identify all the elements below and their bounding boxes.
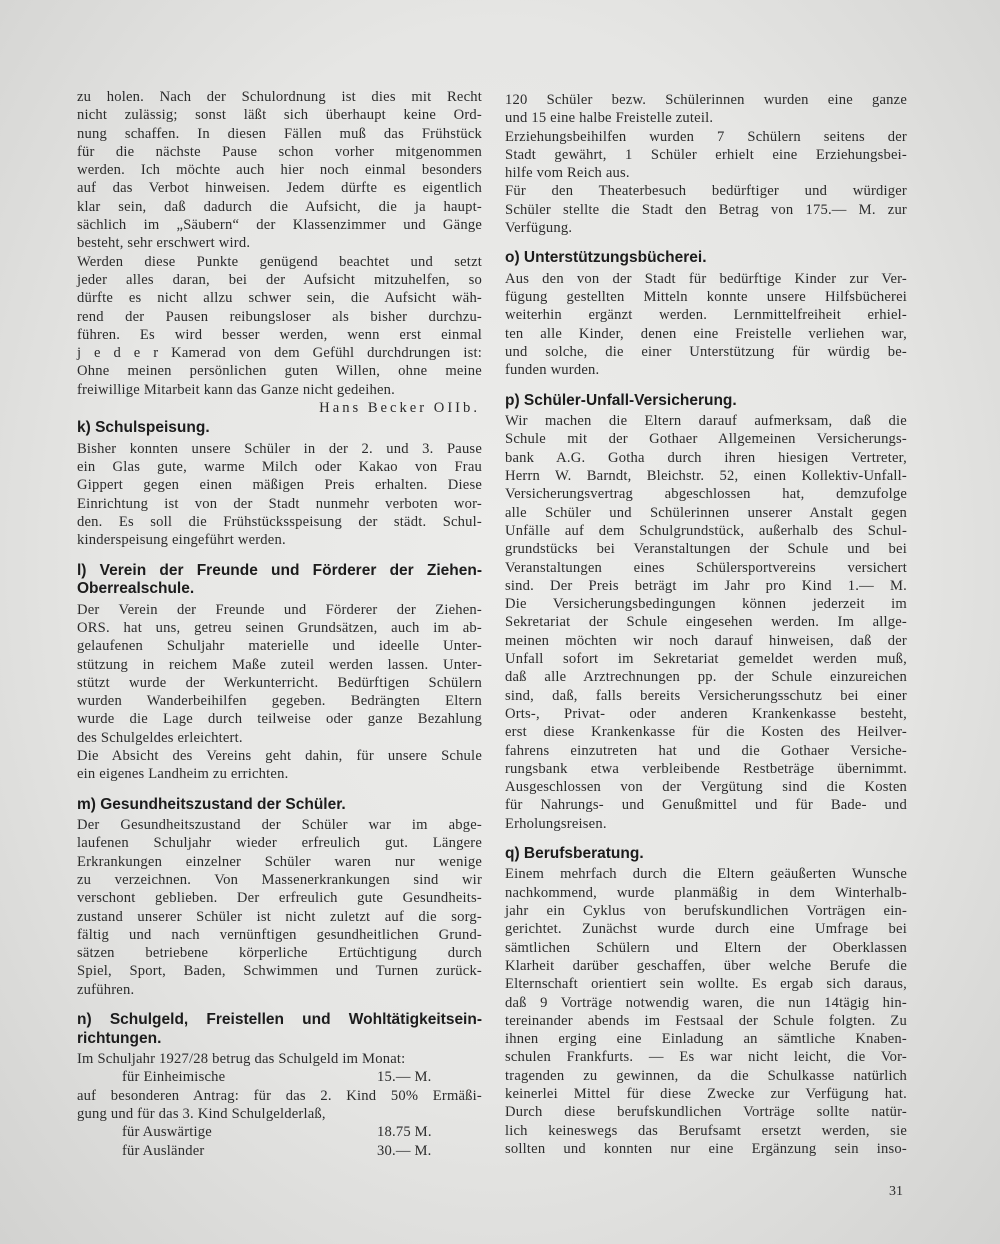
text-line: rend der Pausen reibungsloser als bisher durchzu- [77,308,482,325]
fee-label: für Einheimische [122,1069,226,1086]
text-line: Orts-, Privat- oder anderen Krankenkasse besteht, [505,705,907,722]
text-line: Einrichtung ist von der Stadt nunmehr verboten wor- [77,495,482,512]
text-line: laufenen Schuljahr wieder erfreulich gut. Längere [77,835,482,852]
heading-line: q) Berufsberatung. [505,844,644,862]
text-line: Bisher konnten unsere Schüler in der 2. und 3. Pause [77,440,482,457]
text-line: des Schulgeldes erleichtert. [77,729,243,746]
text-line: rungsbank etwa verbleibende Restbeträge übernimmt. [505,760,907,777]
text-line: Unfälle auf dem Schulgrundstück, außerhalb des Schul- [505,522,907,539]
text-line: Veranstaltungen eines Schülersportvereins versichert [505,559,907,576]
text-line: Schule mit der Gothaer Allgemeinen Versicherungs- [505,431,907,448]
text-line: fältig und nach vernünftigen gesundheitlichen Grund- [77,926,482,943]
fee-label: für Auswärtige [122,1124,212,1141]
text-line: stützung in reichem Maße zuteil werden lassen. Unter- [77,656,482,673]
text-line: Gippert gegen einen mäßigen Preis erhalten. Diese [77,477,482,494]
text-line: zu verzeichnen. Von Massenerkrankungen sind wir [77,871,482,888]
heading-line: l) Verein der Freunde und Förderer der Ziehen- [77,561,482,579]
section-heading [505,845,907,864]
text-line: kinderspeisung eingeführt werden. [77,532,286,549]
text-line: sind, daß, falls bereits Versicherungsschutz bei einer [505,687,907,704]
text-line: führen. Es wird besser werden, wenn erst einmal [77,326,482,343]
paragraph [77,747,482,784]
text-line: Für den Theaterbesuch bedürftiger und würdiger [505,183,907,200]
text-line: ihnen erging eine Einladung an sämtliche Knaben- [505,1031,907,1048]
text-line: nicht zulässig; sonst läßt sich überhaupt keine Ord- [77,107,482,124]
right-column [505,91,907,1158]
text-line: werden. Ich möchte auch hier noch einmal besonders [77,162,482,179]
section-heading [77,562,482,599]
text-line: tragenden zu gewinnen, da die Schulkasse natürlich [505,1067,907,1084]
text-line: zuführen. [77,981,135,998]
text-line: fahrens einzutreten hat und die Gothaer Versiche- [505,742,907,759]
heading-line: o) Unterstützungsbücherei. [505,249,707,267]
text-line: Im Schuljahr 1927/28 betrug das Schulgeld im Monat: [77,1051,406,1068]
text-line: verschont geblieben. Der erfreulich gute Gesundheits- [77,890,482,907]
paragraph [505,91,907,128]
text-line: grundstücks bei Veranstaltungen der Schule und bei [505,541,907,558]
heading-line: m) Gesundheitszustand der Schüler. [77,795,346,813]
paragraph [77,1050,482,1068]
text-line: Versicherungsvertrag abgeschlossen hat, demzufolge [505,486,907,503]
text-line: Verfügung. [505,220,573,237]
text-line: gung und für das 3. Kind Schulgelderlaß, [77,1105,326,1122]
page-number: 31 [889,1184,903,1199]
text-line: sollten und konnten nur eine Ergänzung sein inso- [505,1140,907,1157]
heading-line: p) Schüler-Unfall-Versicherung. [505,391,737,409]
text-line: jeder alles daran, bei der Aufsicht mitzuhelfen, so [77,271,482,288]
text-line: lich keineswegs das Berufsamt ersetzt werden, sie [505,1122,907,1139]
text-line: Ohne meinen persönlichen guten Willen, ohne meine [77,363,482,380]
text-line: stützt wurde der Werkunterricht. Bedürftigen Schülern [77,674,482,691]
text-line: schulen Frankfurts. — Es war nicht leicht, die Vor- [505,1049,907,1066]
section-heading [505,392,907,411]
text-line: sätzen betriebene körperliche Ertüchtigung durch [77,945,482,962]
paragraph [505,182,907,237]
section-heading [77,419,482,438]
text-line: auf das Verbot hinweisen. Jedem dürfte es eigentlich [77,180,482,197]
text-line: Spiel, Sport, Baden, Schwimmen und Turnen zurück- [77,963,482,980]
paragraph [77,1087,482,1124]
paragraph [505,128,907,183]
text-line: Unfall sofort im Sekretariat gemeldet werden muß, [505,651,907,668]
text-line: nung schaffen. In diesen Fällen muß das Frühstück [77,125,482,142]
text-line: wurde die Lage durch teilweise oder ganze Bezahlung [77,711,482,728]
text-line: 120 Schüler bezw. Schülerinnen wurden eine ganze [505,92,907,108]
paragraph [77,816,482,999]
text-line: und 15 eine halbe Freistelle zuteil. [505,110,714,127]
paragraph [77,601,482,747]
text-line: Erziehungsbeihilfen wurden 7 Schülern seitens der [505,128,907,145]
text-line: Der Verein der Freunde und Förderer der Ziehen- [77,601,482,618]
text-line: und solche, die einer Unterstützung für würdig be- [505,344,907,361]
text-line: sind. Der Preis beträgt im Jahr pro Kind 1.— M. [505,577,907,594]
text-line: den. Es soll die Frühstücksspeisung der städt. Schul- [77,514,482,531]
text-line: dürfte es nicht allzu schwer sein, die Aufsicht wäh- [77,290,482,307]
text-line: für die nächste Pause schon vorher mitgenommen [77,143,482,160]
text-line: zu holen. Nach der Schulordnung ist dies mit Recht [77,89,482,105]
text-line: ORS. hat uns, getreu seinen Grundsätzen, auch im ab- [77,619,482,636]
heading-line: richtungen. [77,1029,162,1047]
author-signature: Hans Becker OIIb. [319,400,480,417]
heading-line: k) Schulspeisung. [77,419,210,437]
text-line: meinen möchten wir noch darauf hinweisen, daß der [505,632,907,649]
text-line: funden wurden. [505,362,600,379]
fee-amount: 15.— M. [377,1069,432,1086]
text-line: daß 9 Vorträge notwendig waren, die nun 14tägig hin- [505,994,907,1011]
text-line: gerichtet. Zunächst wurde durch eine Umfrage bei [505,921,907,938]
text-line: jahr ein Cyklus von berufskundlichen Vorträgen ein- [505,903,907,920]
paragraph [505,412,907,833]
text-line: Elternschaft orientiert sein wollte. Es ergab sich daraus, [505,976,907,993]
paragraph [77,440,482,550]
text-line: j e d e r Kamerad von dem Gefühl durchdrungen ist: [77,345,482,362]
section-heading [77,796,482,815]
text-line: wurden Wanderbeihilfen gegeben. Bedrängten Eltern [77,693,482,710]
section-heading [77,1011,482,1048]
text-line: daß alle Arztrechnungen pp. der Schule einzureichen [505,669,907,686]
fee-amount: 18.75 M. [377,1124,432,1141]
text-line: bank A.G. Gotha durch ihren hiesigen Vertreter, [505,449,907,466]
text-line: Herrn W. Barndt, Bleichstr. 52, einen Kollektiv-Unfall- [505,468,907,485]
text-line: ein Glas gute, warme Milch oder Kakao von Frau [77,459,482,476]
paragraph [77,88,482,253]
text-line: ten alle Kinder, denen eine Freistelle verliehen war, [505,325,907,342]
text-line: Der Gesundheitszustand der Schüler war im abge- [77,817,482,834]
text-line: zustand unserer Schüler ist nicht zuletzt auf die sorg- [77,908,482,925]
text-line: klar sein, daß dadurch die Aufsicht, die ja haupt- [77,198,482,215]
text-line: Ausgeschlossen von der Vergütung sind die Kosten [505,779,907,796]
fee-row [77,1142,482,1160]
left-column [77,88,482,1160]
text-line: besteht, sehr erschwert wird. [77,235,251,252]
fee-label: für Ausländer [122,1142,205,1159]
text-line: Durch diese berufskundlichen Vorträge sollte natür- [505,1104,907,1121]
text-line: tereinander abends im Festsaal der Schule folgten. Zu [505,1012,907,1029]
text-line: Die Absicht des Vereins geht dahin, für unsere Schule [77,748,482,764]
text-line: Erholungsreisen. [505,815,607,832]
text-line: fügung gestellten Mitteln konnte unsere Hilfsbücherei [505,289,907,306]
text-line: Erkrankungen einzelner Schüler waren nur wenige [77,853,482,870]
text-line: ein eigenes Landheim zu errichten. [77,766,289,783]
text-line: Stadt gewährt, 1 Schüler erhielt eine Erziehungsbei- [505,146,907,163]
text-line: hilfe vom Reich aus. [505,165,630,182]
paragraph [77,253,482,399]
text-line: Aus den von der Stadt für bedürftige Kinder zur Ver- [505,270,907,287]
fee-amount: 30.— M. [377,1142,432,1159]
text-line: keinerlei Mittel für diese Zwecke zur Verfügung hat. [505,1086,907,1103]
fee-row [77,1123,482,1141]
paragraph [505,270,907,380]
heading-line: Oberrealschule. [77,580,195,598]
text-line: nachkommend, wurde planmäßig in dem Winterhalb- [505,884,907,901]
text-line: weiterhin ergänzt werden. Lernmittelfreiheit erhiel- [505,307,907,324]
text-line: erst diese Krankenkasse für die Kosten des Heilver- [505,724,907,741]
text-line: sämtlichen Schülern und Eltern der Oberklassen [505,939,907,956]
text-line: alle Schüler und Schülerinnen unserer Anstalt gegen [505,504,907,521]
text-line: auf besonderen Antrag: für das 2. Kind 50% Ermäßi- [77,1087,482,1104]
text-line: freiwillige Mitarbeit kann das Ganze nicht gedeihen. [77,381,395,398]
fee-row [77,1068,482,1086]
text-line: sächlich im „Säubern“ der Klassenzimmer und Gänge [77,217,482,234]
text-line: Klarheit darüber geschaffen, über welche Berufe die [505,957,907,974]
section-heading [505,249,907,268]
text-line: Werden diese Punkte genügend beachtet und setzt [77,253,482,270]
text-line: für Nahrungs- und Genußmittel und für Bade- und [505,797,907,814]
text-line: Wir machen die Eltern darauf aufmerksam, daß die [505,413,907,430]
paragraph [505,865,907,1158]
text-line: Schüler stellte die Stadt den Betrag von 175.— M. zur [505,201,907,218]
text-line: gelaufenen Schuljahr materielle und ideelle Unter- [77,638,482,655]
text-line: Einem mehrfach durch die Eltern geäußerten Wunsche [505,866,907,883]
text-line: Sekretariat der Schule eingesehen werden. Im allge- [505,614,907,631]
text-line: Die Versicherungsbedingungen können jederzeit im [505,596,907,613]
heading-line: n) Schulgeld, Freistellen und Wohltätigkeitsein- [77,1011,482,1029]
